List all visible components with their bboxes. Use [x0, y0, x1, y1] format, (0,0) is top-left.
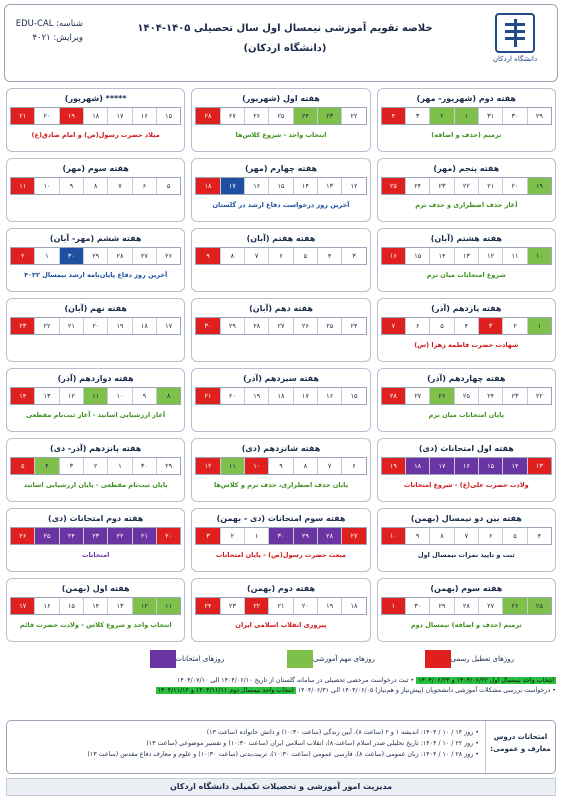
day-cell: ۱۶ [244, 178, 268, 194]
day-cell: ۹ [59, 178, 83, 194]
day-cell: ۲۵ [34, 528, 58, 544]
day-cell: ۱۴ [429, 248, 453, 264]
page-subtitle: (دانشگاه اردکان) [243, 43, 327, 54]
day-cell: ۱۷ [293, 388, 317, 404]
week-note: انتخاب واحد و شروع کلاس - ولادت حضرت قائم [19, 621, 172, 629]
week-days [195, 177, 366, 195]
day-cell: ۱۱ [502, 248, 526, 264]
day-cell: ۱۱ [83, 388, 107, 404]
day-cell: ۲۲ [341, 108, 365, 124]
note-row-2 [6, 686, 556, 696]
note-row-1 [6, 676, 556, 686]
legend-swatch-important [287, 650, 313, 668]
day-cell: ۸ [220, 248, 244, 264]
day-cell: ۱۶ [382, 248, 405, 264]
day-cell: ۲ [502, 318, 526, 334]
week-title: هفته یازدهم (آذر) [431, 304, 502, 313]
legend-holiday [419, 650, 557, 668]
day-cell: ۱۶ [132, 108, 156, 124]
day-cell: ۱۵ [59, 598, 83, 614]
week-card [6, 298, 185, 362]
day-cell: ۱۰ [244, 458, 268, 474]
day-cell: ۲۹ [527, 108, 551, 124]
day-cell: ۲۲ [107, 528, 131, 544]
legend-label-holiday: روزهای تعطیل رسمی [450, 655, 515, 663]
day-cell: ۸ [156, 388, 180, 404]
day-cell: ۱ [454, 108, 478, 124]
week-days [381, 177, 552, 195]
day-cell: ۲۳ [502, 388, 526, 404]
week-days [10, 457, 181, 475]
code-label: شناسه: EDU-CAL [15, 19, 83, 29]
day-cell: ۱۷ [220, 178, 244, 194]
legend-label-important: روزهای مهم آموزشی [313, 655, 375, 663]
day-cell: ۹ [405, 528, 429, 544]
week-grid [6, 88, 556, 642]
note-registration-second: انتخاب واحد نیمسال دوم ۱۴۰۴/۱۱/۱۱ و ۱۴۰۴/۱۱/۱۲ [157, 687, 294, 694]
day-cell: ۱۰ [527, 248, 551, 264]
day-cell: ۱۶ [454, 458, 478, 474]
general-exam-line: • روز ۲۸ / ۱۰ / ۱۴۰۴: زبان عمومی (ساعت ۸)، فارسی عمومی (ساعت ۱۰:۳۰)، تربیت‌بدنی (ساعت ۱۰:۳۰) و علوم و معارف دفاع مقدس (ساعت ۱۳) [87, 751, 479, 758]
day-cell: ۲۵ [454, 388, 478, 404]
day-cell: ۲۱ [11, 108, 34, 124]
day-cell: ۱ [107, 458, 131, 474]
legend-important [281, 650, 419, 668]
week-days [10, 527, 181, 545]
week-days [10, 247, 181, 265]
document-code [13, 17, 83, 45]
week-days [10, 317, 181, 335]
day-cell: ۸ [83, 178, 107, 194]
week-card [191, 368, 370, 432]
legend-swatch-holiday [425, 650, 451, 668]
note-leave-request: • ثبت درخواست مرخصی تحصیلی در سامانه گلستان از تاریخ ۱۴۰۴/۰۶/۱۰ الی ۱۴۰۴/۰۷/۱۰ [177, 677, 415, 684]
day-cell: ۱ [244, 528, 268, 544]
day-cell: ۸ [429, 528, 453, 544]
week-title: هفته بین دو نیمسال (بهمن) [410, 514, 522, 523]
week-note: پایان حذف اضطراری، حذف ترم و کلاس‌ها [213, 481, 349, 489]
day-cell: ۲۰ [502, 178, 526, 194]
day-cell: ۱۸ [196, 178, 219, 194]
week-note: مبعث حضرت رسول(ص) - پایان امتحانات [215, 551, 347, 559]
day-cell: ۱۳ [317, 178, 341, 194]
week-card [377, 88, 556, 152]
week-card [6, 368, 185, 432]
day-cell: ۳ [478, 318, 502, 334]
day-cell: ۱۵ [405, 248, 429, 264]
legend-exam [144, 650, 282, 668]
day-cell: ۲۶ [11, 528, 34, 544]
week-note: ولادت حضرت علی(ع) - شروع امتحانات [403, 481, 529, 489]
day-cell: ۲۸ [196, 108, 219, 124]
week-days [381, 457, 552, 475]
general-exams-box [6, 720, 556, 774]
week-card [377, 298, 556, 362]
week-days [195, 597, 366, 615]
day-cell: ۳۰ [196, 318, 219, 334]
day-cell: ۱۸ [83, 108, 107, 124]
note-problem-review: • درخواست بررسی مشکلات آموزشی دانشجویان (پیش‌نیاز و هم‌نیاز) ۱۴۰۴/۰۶/۰۵ الی ۱۴۰۴/۰۶/۳۱ [297, 687, 556, 694]
general-exams-lines [7, 721, 485, 773]
day-cell: ۳ [59, 458, 83, 474]
week-days [195, 107, 366, 125]
week-days [381, 317, 552, 335]
day-cell: ۲۹ [156, 458, 180, 474]
week-title: هفته پانزدهم (آذر- دی) [50, 444, 142, 453]
day-cell: ۹ [268, 458, 292, 474]
day-cell: ۱۶ [34, 598, 58, 614]
day-cell: ۳۰ [502, 108, 526, 124]
day-cell: ۵ [11, 458, 34, 474]
day-cell: ۴ [527, 528, 551, 544]
week-days [381, 527, 552, 545]
day-cell: ۱۳ [454, 248, 478, 264]
day-cell: ۱۴ [11, 388, 34, 404]
week-days [10, 597, 181, 615]
week-card [377, 228, 556, 292]
week-card [191, 298, 370, 362]
day-cell: ۲۵ [268, 108, 292, 124]
day-cell: ۲ [220, 528, 244, 544]
week-note: شروع امتحانات میان ترم [426, 271, 506, 279]
day-cell: ۷ [317, 458, 341, 474]
legend-label-exam: روزهای امتحانات [175, 655, 225, 663]
day-cell: ۶ [132, 178, 156, 194]
day-cell: ۲۷ [220, 108, 244, 124]
day-cell: ۲۵ [527, 598, 551, 614]
day-cell: ۲۳ [11, 318, 34, 334]
day-cell: ۱۷ [156, 318, 180, 334]
week-days [381, 597, 552, 615]
day-cell: ۲۶ [156, 248, 180, 264]
day-cell: ۱۲ [132, 598, 156, 614]
day-cell: ۱۹ [59, 108, 83, 124]
day-cell: ۲۴ [405, 178, 429, 194]
day-cell: ۲۳ [220, 598, 244, 614]
week-card [377, 158, 556, 222]
day-cell: ۳ [405, 108, 429, 124]
day-cell: ۲۰ [220, 388, 244, 404]
day-cell: ۱۴ [83, 598, 107, 614]
day-cell: ۲۲ [244, 598, 268, 614]
day-cell: ۲۱ [478, 178, 502, 194]
week-card [6, 158, 185, 222]
general-exam-line: • روز ۲۲ / ۱۰ / ۱۴۰۴: تاریخ تحلیلی صدر اسلام (ساعت ۸)، انقلاب اسلامی ایران (ساعت ۱۰:۳۰) و تفسیر موضوعی (ساعت ۱۳) [146, 740, 479, 747]
day-cell: ۲۴ [59, 528, 83, 544]
day-cell: ۲۰ [83, 318, 107, 334]
day-cell: ۳۱ [478, 108, 502, 124]
day-cell: ۱۶ [317, 388, 341, 404]
day-cell: ۱ [34, 248, 58, 264]
day-cell: ۲۴ [341, 318, 365, 334]
day-cell: ۷ [454, 528, 478, 544]
week-title: هفته اول (شهریور) [242, 94, 320, 103]
day-cell: ۱۲ [196, 458, 219, 474]
logo-mark-icon [495, 13, 535, 53]
week-card [191, 158, 370, 222]
day-cell: ۲۷ [341, 528, 365, 544]
week-title: هفته سوم (بهمن) [430, 584, 503, 593]
day-cell: ۱۰ [107, 388, 131, 404]
day-cell: ۷ [382, 318, 405, 334]
day-cell: ۵ [293, 248, 317, 264]
week-title: هفته چهاردهم (آذر) [427, 374, 506, 383]
day-cell: ۱۲ [59, 388, 83, 404]
day-cell: ۲۶ [429, 388, 453, 404]
day-cell: ۲۱ [132, 528, 156, 544]
week-card [191, 578, 370, 642]
day-cell: ۱۷ [11, 598, 34, 614]
week-title: هفته نهم (آبان) [64, 304, 127, 313]
week-title: هفته ششم (مهر- آبان) [49, 234, 142, 243]
week-title: هفته دوم امتحانات (دی) [48, 514, 144, 523]
day-cell: ۱۷ [107, 108, 131, 124]
day-cell: ۲۰ [293, 598, 317, 614]
day-cell: ۲۳ [83, 528, 107, 544]
day-cell: ۲۴ [478, 388, 502, 404]
week-note: آخرین روز درخواست دفاع ارشد در گلستان [212, 201, 350, 209]
day-cell: ۲۲ [34, 318, 58, 334]
week-days [10, 177, 181, 195]
day-cell: ۲۸ [382, 388, 405, 404]
week-days [10, 107, 181, 125]
day-cell: ۱۳ [34, 388, 58, 404]
footer: مدیریت امور آموزشی و تحصیلات تکمیلی دانشگاه اردکان [6, 778, 556, 796]
day-cell: ۱۹ [244, 388, 268, 404]
day-cell: ۱۷ [429, 458, 453, 474]
day-cell: ۳۰ [59, 248, 83, 264]
day-cell: ۲۲ [527, 388, 551, 404]
day-cell: ۱۵ [156, 108, 180, 124]
day-cell: ۱ [382, 598, 405, 614]
day-cell: ۱۹ [317, 598, 341, 614]
day-cell: ۲۱ [268, 598, 292, 614]
day-cell: ۲۳ [317, 108, 341, 124]
day-cell: ۲۵ [382, 178, 405, 194]
day-cell: ۳ [341, 248, 365, 264]
week-days [381, 387, 552, 405]
day-cell: ۲۴ [196, 598, 219, 614]
day-cell: ۲ [83, 458, 107, 474]
day-cell: ۲۹ [293, 528, 317, 544]
general-exam-line: • روز ۱۴ / ۱۰ / ۱۴۰۴: اندیشه ۱ و ۲ (ساعت ۸)، آیین زندگی (ساعت ۱۰:۳۰) و دانش خانواده (ساعت ۱۳) [206, 729, 479, 736]
week-title: هفته دوازدهم (آذر) [57, 374, 134, 383]
week-note: آغاز حذف اضطراری و حذف ترم [415, 201, 518, 209]
day-cell: ۲۸ [454, 598, 478, 614]
week-card [377, 438, 556, 502]
week-card [377, 508, 556, 572]
day-cell: ۲۷ [405, 388, 429, 404]
day-cell: ۱۳ [107, 598, 131, 614]
week-note: شهادت حضرت فاطمه زهرا (س) [414, 341, 519, 349]
week-card [191, 228, 370, 292]
day-cell: ۲ [429, 108, 453, 124]
day-cell: ۱۹ [382, 458, 405, 474]
week-title: هفته دوم (شهریور- مهر) [416, 94, 516, 103]
day-cell: ۱۲ [341, 178, 365, 194]
day-cell: ۱۸ [132, 318, 156, 334]
week-days [195, 527, 366, 545]
logo-caption: دانشگاه اردکان [492, 55, 538, 63]
day-cell: ۲۳ [429, 178, 453, 194]
day-cell: ۱۰ [34, 178, 58, 194]
week-card [6, 88, 185, 152]
day-cell: ۴ [454, 318, 478, 334]
day-cell: ۱۵ [268, 178, 292, 194]
day-cell: ۱۵ [341, 388, 365, 404]
week-note: انتخاب واحد - شروع کلاس‌ها [235, 131, 327, 139]
day-cell: ۱۸ [341, 598, 365, 614]
day-cell: ۲۵ [317, 318, 341, 334]
week-title: هفته شانزدهم (دی) [241, 444, 321, 453]
week-title: هفته دوم (بهمن) [246, 584, 316, 593]
day-cell: ۲۲ [454, 178, 478, 194]
week-note: امتحانات [81, 551, 110, 559]
day-cell: ۲۹ [83, 248, 107, 264]
day-cell: ۶ [341, 458, 365, 474]
day-cell: ۲۰ [34, 108, 58, 124]
day-cell: ۵ [429, 318, 453, 334]
day-cell: ۲۹ [220, 318, 244, 334]
week-title: هفته هشتم (آبان) [430, 234, 502, 243]
week-card [377, 368, 556, 432]
day-cell: ۲۸ [244, 318, 268, 334]
day-cell: ۶ [405, 318, 429, 334]
day-cell: ۱۴ [293, 178, 317, 194]
day-cell: ۲۶ [293, 318, 317, 334]
week-card [6, 578, 185, 642]
day-cell: ۲ [11, 248, 34, 264]
day-cell: ۱۱ [156, 598, 180, 614]
day-cell: ۲۹ [429, 598, 453, 614]
day-cell: ۲۱ [59, 318, 83, 334]
week-days [195, 457, 366, 475]
week-note: میلاد حضرت رسول(ص) و امام صادق(ع) [31, 131, 160, 139]
day-cell: ۳۰ [268, 528, 292, 544]
week-note: ثبت و تایید نمرات نیمسال اول [417, 551, 515, 559]
week-card [191, 438, 370, 502]
week-card [6, 228, 185, 292]
week-card [191, 508, 370, 572]
week-card [6, 508, 185, 572]
day-cell: ۱۱ [11, 178, 34, 194]
note-registration-first: انتخاب واحد نیمسال اول ۱۴۰۴/۰۶/۲۲ و ۱۴۰۴/۰۶/۲۳ [418, 677, 554, 684]
day-cell: ۱۵ [478, 458, 502, 474]
day-cell: ۱۲ [478, 248, 502, 264]
day-cell: ۵ [502, 528, 526, 544]
university-logo [479, 13, 551, 63]
page-title-block [135, 19, 435, 59]
week-title: هفته اول امتحانات (دی) [418, 444, 514, 453]
notes [6, 676, 556, 696]
day-cell: ۱۹ [107, 318, 131, 334]
day-cell: ۱۳ [527, 458, 551, 474]
day-cell: ۲۱ [196, 388, 219, 404]
day-cell: ۱۱ [220, 458, 244, 474]
day-cell: ۲۸ [317, 528, 341, 544]
week-title: هفته سیزدهم (آذر) [243, 374, 319, 383]
day-cell: ۸ [293, 458, 317, 474]
day-cell: ۲۴ [293, 108, 317, 124]
day-cell: ۱۸ [268, 388, 292, 404]
week-note: ترمیم (حذف و اضافه) نیمسال دوم [410, 621, 522, 629]
day-cell: ۱۹ [527, 178, 551, 194]
day-cell: ۶ [268, 248, 292, 264]
day-cell: ۱۰ [382, 528, 405, 544]
week-days [381, 247, 552, 265]
day-cell: ۴ [34, 458, 58, 474]
week-days [381, 107, 552, 125]
week-note: پایان امتحانات میان ترم [428, 411, 505, 419]
day-cell: ۲۶ [244, 108, 268, 124]
week-note: آخرین روز دفاع پایان‌نامه ارشد نیمسال ۴۰۳۲ [24, 271, 168, 279]
page-title: خلاصه تقویم آموزشی نیمسال اول سال تحصیلی ۱۴۰۵-۱۴۰۴ [137, 23, 433, 34]
day-cell: ۲۶ [502, 598, 526, 614]
week-title: هفته هفتم (آبان) [246, 234, 316, 243]
header [4, 4, 558, 82]
day-cell: ۵ [156, 178, 180, 194]
legend-swatch-exam [150, 650, 176, 668]
week-note: پیروزی انقلاب اسلامی ایران [235, 621, 327, 629]
day-cell: ۱۸ [405, 458, 429, 474]
day-cell: ۳۰ [405, 598, 429, 614]
day-cell: ۳ [196, 528, 219, 544]
week-note: پایان ثبت‌نام مقطعی - پایان ارزشیابی اساتید [23, 481, 168, 489]
day-cell: ۷ [244, 248, 268, 264]
day-cell: ۱ [527, 318, 551, 334]
day-cell: ۴ [382, 108, 405, 124]
day-cell: ۲۸ [107, 248, 131, 264]
week-title: هفته سوم (مهر) [62, 164, 129, 173]
day-cell: ۴ [317, 248, 341, 264]
day-cell: ۳۰ [132, 458, 156, 474]
general-exams-label: امتحانات دروس معارف و عمومی: [485, 721, 555, 773]
version-label: ویرایش: ۴۰۲۱ [32, 33, 83, 43]
day-cell: ۲۷ [268, 318, 292, 334]
day-cell: ۲۷ [132, 248, 156, 264]
day-cell: ۲۷ [478, 598, 502, 614]
day-cell: ۹ [196, 248, 219, 264]
week-title: هفته دهم (آبان) [249, 304, 313, 313]
week-days [195, 317, 366, 335]
week-title: ***** (شهریور) [64, 94, 127, 103]
week-title: هفته اول (بهمن) [61, 584, 130, 593]
week-title: هفته پنجم (مهر) [433, 164, 500, 173]
day-cell: ۲۰ [156, 528, 180, 544]
day-cell: ۷ [107, 178, 131, 194]
day-cell: ۹ [132, 388, 156, 404]
day-cell: ۶ [478, 528, 502, 544]
day-cell: ۱۴ [502, 458, 526, 474]
week-card [6, 438, 185, 502]
week-note: آغاز ارزشیابی اساتید - آغاز ثبت‌نام مقطعی [26, 411, 166, 419]
week-card [377, 578, 556, 642]
week-title: هفته سوم امتحانات (دی - بهمن) [216, 514, 346, 523]
week-days [195, 247, 366, 265]
week-note: ترمیم (حذف و اضافه) [431, 131, 502, 139]
legend [6, 648, 556, 670]
week-title: هفته چهارم (مهر) [244, 164, 318, 173]
week-card [191, 88, 370, 152]
week-days [195, 387, 366, 405]
week-days [10, 387, 181, 405]
